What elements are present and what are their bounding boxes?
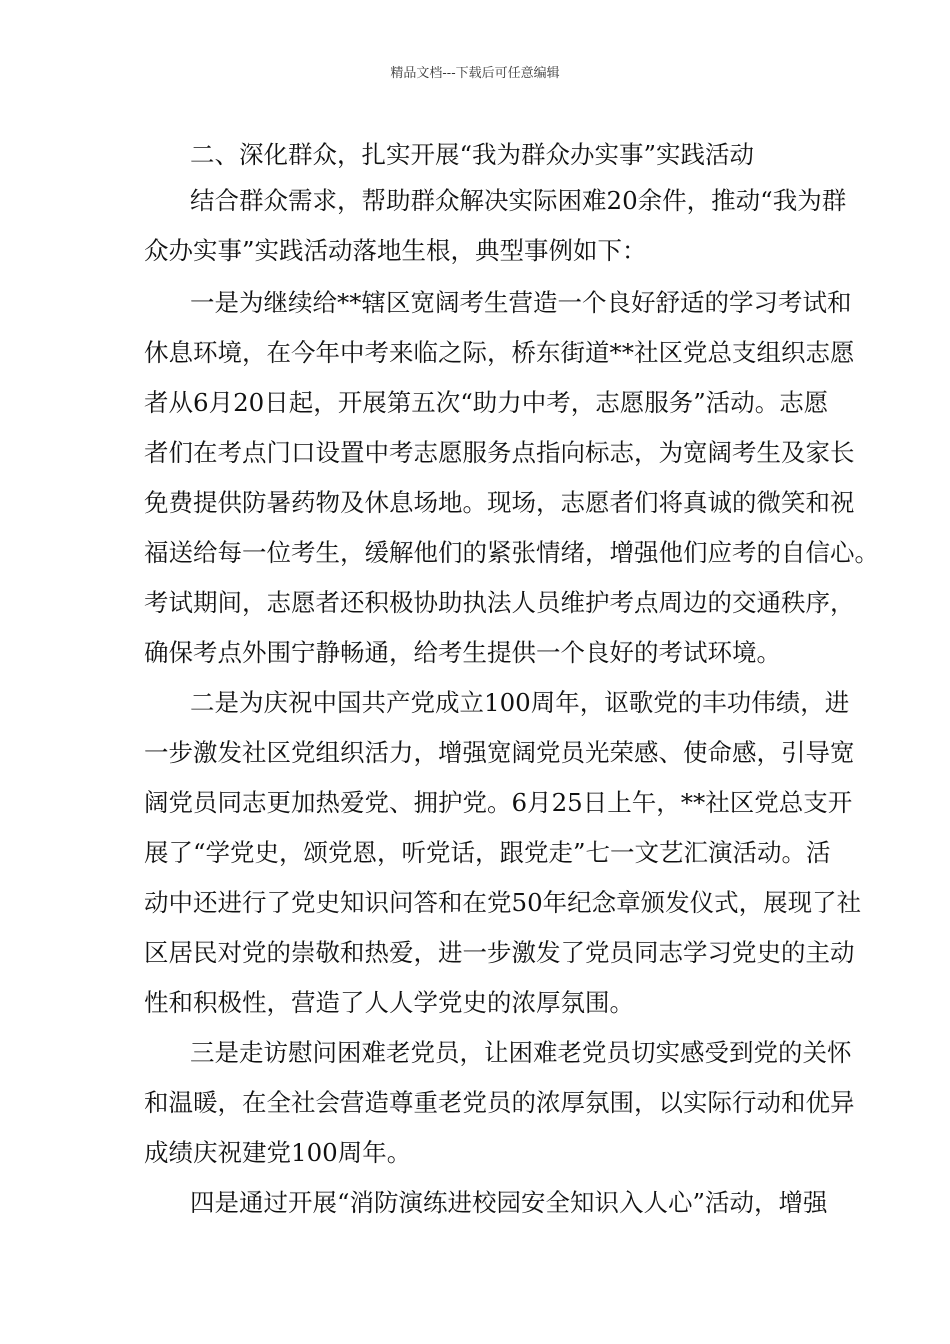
paragraph-line: 者们在考点门口设置中考志愿服务点指向标志，为宽阔考生及家长	[144, 438, 855, 467]
paragraph-line: 和温暖，在全社会营造尊重老党员的浓厚氛围，以实际行动和优异	[144, 1088, 855, 1117]
paragraph-line: 二是为庆祝中国共产党成立100周年，讴歌党的丰功伟绩，进	[190, 688, 850, 717]
paragraph-line: 展了“学党史，颂党恩，听党话，跟党走”七一文艺汇演活动。活	[144, 838, 831, 867]
paragraph-line: 确保考点外围宁静畅通，给考生提供一个良好的考试环境。	[144, 638, 781, 667]
paragraph-line: 休息环境，在今年中考来临之际，桥东街道**社区党总支组织志愿	[144, 338, 855, 367]
paragraph-line: 一是为继续给**辖区宽阔考生营造一个良好舒适的学习考试和	[190, 288, 852, 317]
paragraph-line: 四是通过开展“消防演练进校园安全知识入人心”活动，增强	[190, 1188, 828, 1217]
paragraph-line: 考试期间，志愿者还积极协助执法人员维护考点周边的交通秩序，	[144, 588, 855, 617]
paragraph-line: 性和积极性，营造了人人学党史的浓厚氛围。	[144, 988, 634, 1017]
paragraph-line: 阔党员同志更加热爱党、拥护党。6月25日上午，**社区党总支开	[144, 788, 853, 817]
paragraph-line: 福送给每一位考生，缓解他们的紧张情绪，增强他们应考的自信心。	[144, 538, 879, 567]
page-header: 精品文档---下载后可任意编辑	[390, 66, 560, 81]
paragraph-line: 动中还进行了党史知识问答和在党50年纪念章颁发仪式，展现了社	[144, 888, 862, 917]
paragraph-line: 一步激发社区党组织活力，增强宽阔党员光荣感、使命感，引导宽	[144, 738, 855, 767]
paragraph-line: 区居民对党的崇敬和热爱，进一步激发了党员同志学习党史的主动	[144, 938, 855, 967]
paragraph-line: 免费提供防暑药物及休息场地。现场，志愿者们将真诚的微笑和祝	[144, 488, 855, 517]
paragraph-line: 众办实事”实践活动落地生根，典型事例如下：	[144, 236, 647, 265]
paragraph-line: 成绩庆祝建党100周年。	[144, 1138, 412, 1167]
section-heading: 二、深化群众，扎实开展“我为群众办实事”实践活动	[190, 140, 755, 169]
paragraph-line: 者从6月20日起，开展第五次“助力中考，志愿服务”活动。志愿	[144, 388, 829, 417]
paragraph-line: 三是走访慰问困难老党员，让困难老党员切实感受到党的关怀	[190, 1038, 852, 1067]
paragraph-line: 结合群众需求，帮助群众解决实际困难20余件，推动“我为群	[190, 186, 847, 215]
